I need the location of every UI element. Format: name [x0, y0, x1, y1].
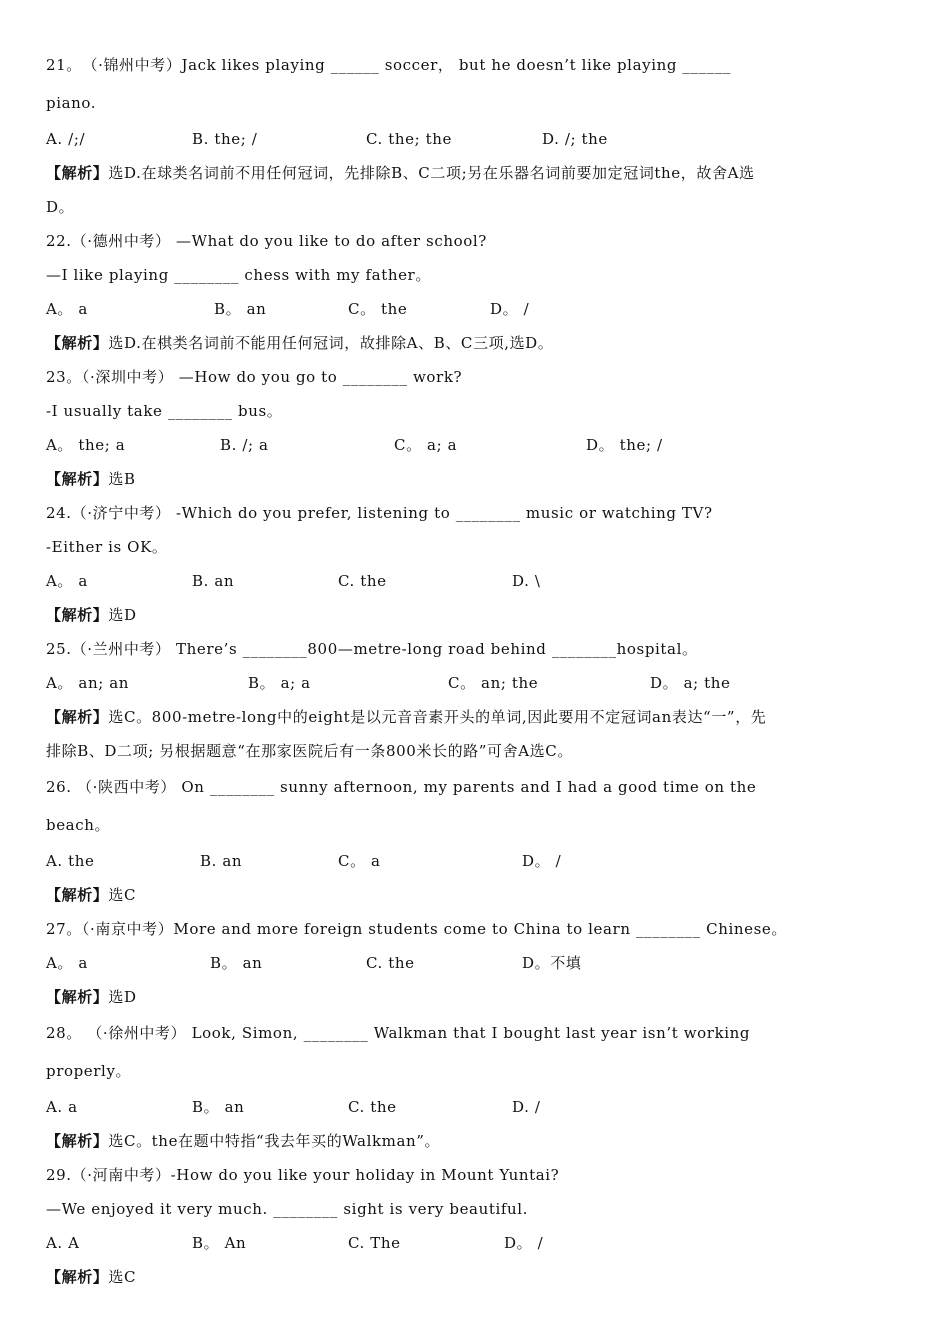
option-d: D。 the; /	[586, 436, 663, 454]
question-21	[46, 46, 904, 224]
analysis-tag: 【解析】	[46, 606, 109, 624]
option-c: C. the	[366, 954, 415, 972]
document-page	[46, 46, 904, 1294]
question-stem: 25.（·兰州中考） There’s ________800—metre-long road behind ________hospital。	[46, 640, 698, 658]
question-22	[46, 224, 904, 360]
option-d: D. \	[512, 572, 541, 590]
analysis	[46, 1124, 904, 1158]
question-stem-continued: —I like playing ________ chess with my father。	[46, 266, 431, 284]
question-stem-continued: piano.	[46, 94, 97, 112]
question-29	[46, 1158, 904, 1294]
option-b: B. /; a	[220, 436, 269, 454]
question-stem: 26. （·陕西中考） On ________ sunny afternoon, my parents and I had a good time on the	[46, 778, 757, 796]
answer-options	[46, 564, 904, 598]
question-stem: 27。（·南京中考）More and more foreign students come to China to learn ________ Chinese。	[46, 920, 787, 938]
option-d: D。 /	[504, 1234, 544, 1252]
analysis	[46, 700, 904, 734]
question-27	[46, 912, 904, 1014]
question-stem-continued: properly。	[46, 1062, 132, 1080]
analysis-tag: 【解析】	[46, 470, 109, 488]
option-d: D. /; the	[542, 130, 608, 148]
option-d: D。 /	[490, 300, 530, 318]
question-stem: 24.（·济宁中考） -Which do you prefer, listening to ________ music or watching TV?	[46, 504, 713, 522]
option-c: C。 an; the	[448, 674, 539, 692]
option-c: C. the; the	[366, 130, 453, 148]
analysis-text: 选B	[108, 470, 136, 488]
option-b: B. an	[192, 572, 235, 590]
question-stem-continued: beach。	[46, 816, 111, 834]
option-b: B. an	[200, 852, 243, 870]
question-28	[46, 1014, 904, 1158]
analysis-text: 选C。the在题中特指“我去年买的Walkman”。	[108, 1132, 441, 1150]
analysis	[46, 878, 904, 912]
option-a: A。 a	[46, 572, 88, 590]
analysis-tag: 【解析】	[46, 1268, 109, 1286]
answer-options	[46, 946, 904, 980]
option-a: A。 a	[46, 300, 88, 318]
option-d: D。不填	[522, 954, 582, 972]
analysis-continued: D。	[46, 198, 75, 216]
option-c: C。 the	[348, 300, 408, 318]
question-24	[46, 496, 904, 632]
option-c: C。 a; a	[394, 436, 458, 454]
answer-options	[46, 122, 904, 156]
question-stem-continued: -I usually take ________ bus。	[46, 402, 283, 420]
question-23	[46, 360, 904, 496]
option-d: D。 /	[522, 852, 562, 870]
option-c: C. the	[348, 1098, 397, 1116]
question-stem: 21。 （·锦州中考）Jack likes playing ______ soccer， but he doesn’t like playing ______	[46, 56, 732, 74]
answer-options	[46, 844, 904, 878]
option-a: A. a	[46, 1098, 78, 1116]
option-b: B。 a; a	[248, 674, 311, 692]
answer-options	[46, 292, 904, 326]
answer-options	[46, 428, 904, 462]
option-d: D。 a; the	[650, 674, 731, 692]
option-b: B。 An	[192, 1234, 247, 1252]
answer-options	[46, 1090, 904, 1124]
option-c: C. the	[338, 572, 387, 590]
analysis-tag: 【解析】	[46, 1132, 109, 1150]
analysis-tag: 【解析】	[46, 708, 109, 726]
analysis-tag: 【解析】	[46, 164, 109, 182]
option-c: C. The	[348, 1234, 401, 1252]
analysis	[46, 462, 904, 496]
option-a: A。 a	[46, 954, 88, 972]
option-d: D. /	[512, 1098, 541, 1116]
question-stem: 22.（·德州中考） —What do you like to do after school?	[46, 232, 487, 250]
option-a: A。 an; an	[46, 674, 130, 692]
question-stem-continued: -Either is OK。	[46, 538, 168, 556]
analysis-text: 选D	[108, 988, 137, 1006]
question-stem: 29.（·河南中考）-How do you like your holiday in Mount Yuntai?	[46, 1166, 560, 1184]
analysis-text: 选D.在棋类名词前不能用任何冠词，故排除A、B、C三项,选D。	[108, 334, 554, 352]
answer-options	[46, 1226, 904, 1260]
analysis-text: 选C。800-metre-long中的eight是以元音音素开头的单词,因此要用不定冠词an表达“一”，先	[108, 708, 767, 726]
question-stem-continued: —We enjoyed it very much. ________ sight is very beautiful.	[46, 1200, 529, 1218]
option-a: A. /;/	[46, 130, 86, 148]
analysis-tag: 【解析】	[46, 886, 109, 904]
question-stem: 23。（·深圳中考） —How do you go to ________ work?	[46, 368, 463, 386]
question-25	[46, 632, 904, 768]
answer-options	[46, 666, 904, 700]
option-a: A。 the; a	[46, 436, 126, 454]
analysis-tag: 【解析】	[46, 334, 109, 352]
option-a: A. A	[46, 1234, 80, 1252]
question-stem: 28。 （·徐州中考） Look, Simon, ________ Walkman that I bought last year isn’t working	[46, 1024, 751, 1042]
analysis	[46, 598, 904, 632]
option-b: B。 an	[214, 300, 267, 318]
option-b: B. the; /	[192, 130, 258, 148]
analysis-tag: 【解析】	[46, 988, 109, 1006]
analysis-text: 选D	[108, 606, 137, 624]
analysis-continued: 排除B、D二项; 另根据题意“在那家医院后有一条800米长的路”可舍A选C。	[46, 742, 573, 760]
analysis	[46, 326, 904, 360]
analysis-text: 选D.在球类名词前不用任何冠词，先排除B、C二项;另在乐器名词前要加定冠词the，故舍A选	[108, 164, 755, 182]
option-b: B。 an	[210, 954, 263, 972]
question-26	[46, 768, 904, 912]
analysis	[46, 156, 904, 190]
analysis	[46, 1260, 904, 1294]
analysis	[46, 980, 904, 1014]
option-a: A. the	[46, 852, 95, 870]
analysis-text: 选C	[108, 1268, 137, 1286]
analysis-text: 选C	[108, 886, 137, 904]
option-b: B。 an	[192, 1098, 245, 1116]
option-c: C。 a	[338, 852, 381, 870]
